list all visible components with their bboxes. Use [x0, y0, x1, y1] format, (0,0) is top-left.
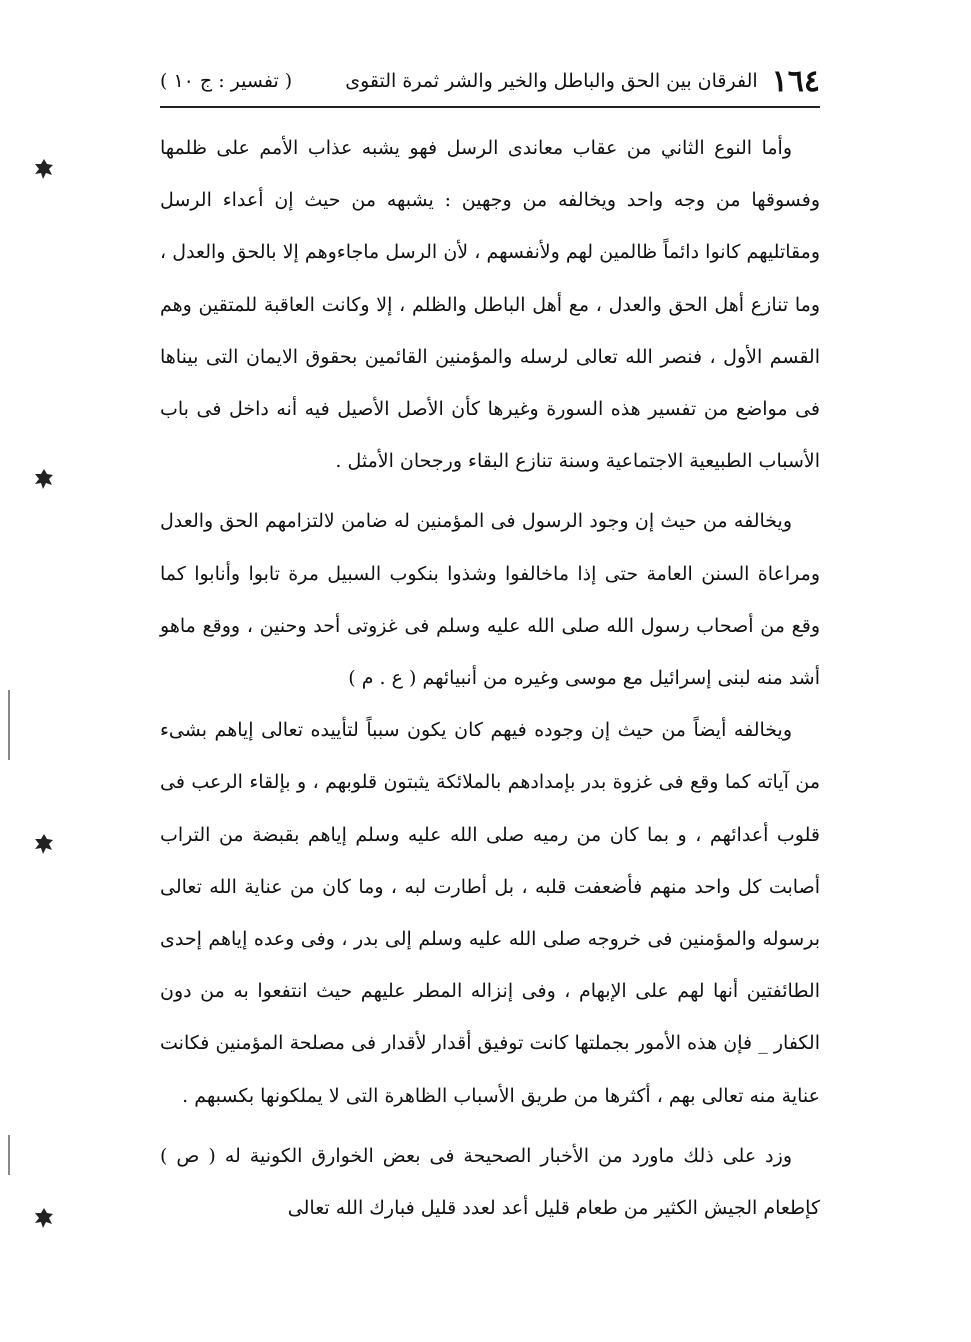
running-header	[160, 62, 820, 108]
paragraph: وزد على ذلك ماورد من الأخبار الصحيحة فى بعض الخوارق الكونية له ( ص ) كإطعام الجيش الكثير من طعام قليل أعد لعدد قليل فبارك الله تعالى	[160, 1144, 820, 1220]
paragraph: وأما النوع الثاني من عقاب معاندى الرسل فهو يشبه عذاب الأمم على ظلمها وفسوقها من وجه واحد ويخالفه من وجهين : يشبهه من حيث إن أعداء الرسل ومقاتليهم كانوا دائماً ظالمين لهم ولأنفسهم ، لأن الرسل ماجاءوهم إلا بالحق والعدل ، وما تنازع أهل الحق والعدل ، مع أهل الباطل والظلم ، إلا وكانت العاقبة للمتقين وهم القسم الأول ، فنصر الله تعالى لرسله والمؤمنين القائمين بحقوق الايمان التى بيناها فى مواضع من تفسير هذه السورة وغيرها كأن الأصل الأصيل فيه أنه داخل فى باب الأسباب الطبيعية الاجتماعية وسنة تنازع البقاء ورجحان الأمثل .	[160, 137, 820, 473]
page-number: ١٦٤	[771, 63, 820, 99]
scan-edge-line	[8, 690, 10, 760]
volume-reference: ( تفسير : ج ١٠ )	[160, 70, 293, 92]
page-body	[160, 122, 820, 1234]
margin-punch-hole-icon	[34, 833, 54, 855]
margin-punch-hole-icon	[34, 1207, 54, 1229]
scan-edge-line	[8, 1135, 10, 1175]
paragraph: ويخالفه أيضاً من حيث إن وجوده فيهم كان يكون سبباً لتأييده تعالى إياهم بشىء من آياته كما وقع فى غزوة بدر بإمدادهم بالملائكة يثبتون قلوبهم ، و بإلقاء الرعب فى قلوب أعدائهم ، و بما كان من رميه صلى الله عليه وسلم إياهم بقبضة من التراب أصابت كل واحد منهم فأضعفت قلبه ، بل أطارت لبه ، وما كان من عناية الله تعالى برسوله والمؤمنين فى خروجه صلى الله عليه وسلم إلى بدر ، وفى وعده إياهم إحدى الطائفتين أنها لهم على الإبهام ، وفى إنزاله المطر عليهم حيث انتفعوا به من دون الكفار _ فإن هذه الأمور بجملتها كانت توفيق أقدار لأقدار فى مصلحة المؤمنين فكانت عناية منه تعالى بهم ، أكثرها من طريق الأسباب الظاهرة التى لا يملكونها بكسبهم .	[160, 719, 821, 1107]
margin-punch-hole-icon	[34, 468, 54, 490]
margin-punch-hole-icon	[34, 158, 54, 180]
running-title: الفرقان بين الحق والباطل والخير والشر ثمرة التقوى	[345, 70, 758, 92]
paragraph: ويخالفه من حيث إن وجود الرسول فى المؤمنين له ضامن لالتزامهم الحق والعدل ومراعاة السنن العامة حتى إذا ماخالفوا وشذوا بنكوب السبيل مرة تابوا وأنابوا كما وقع من أصحاب رسول الله صلى الله عليه وسلم فى غزوتى أحد وحنين ، ووقع ماهو أشد منه لبنى إسرائيل مع موسى وغيره من أنبيائهم ( ع . م )	[160, 510, 820, 690]
